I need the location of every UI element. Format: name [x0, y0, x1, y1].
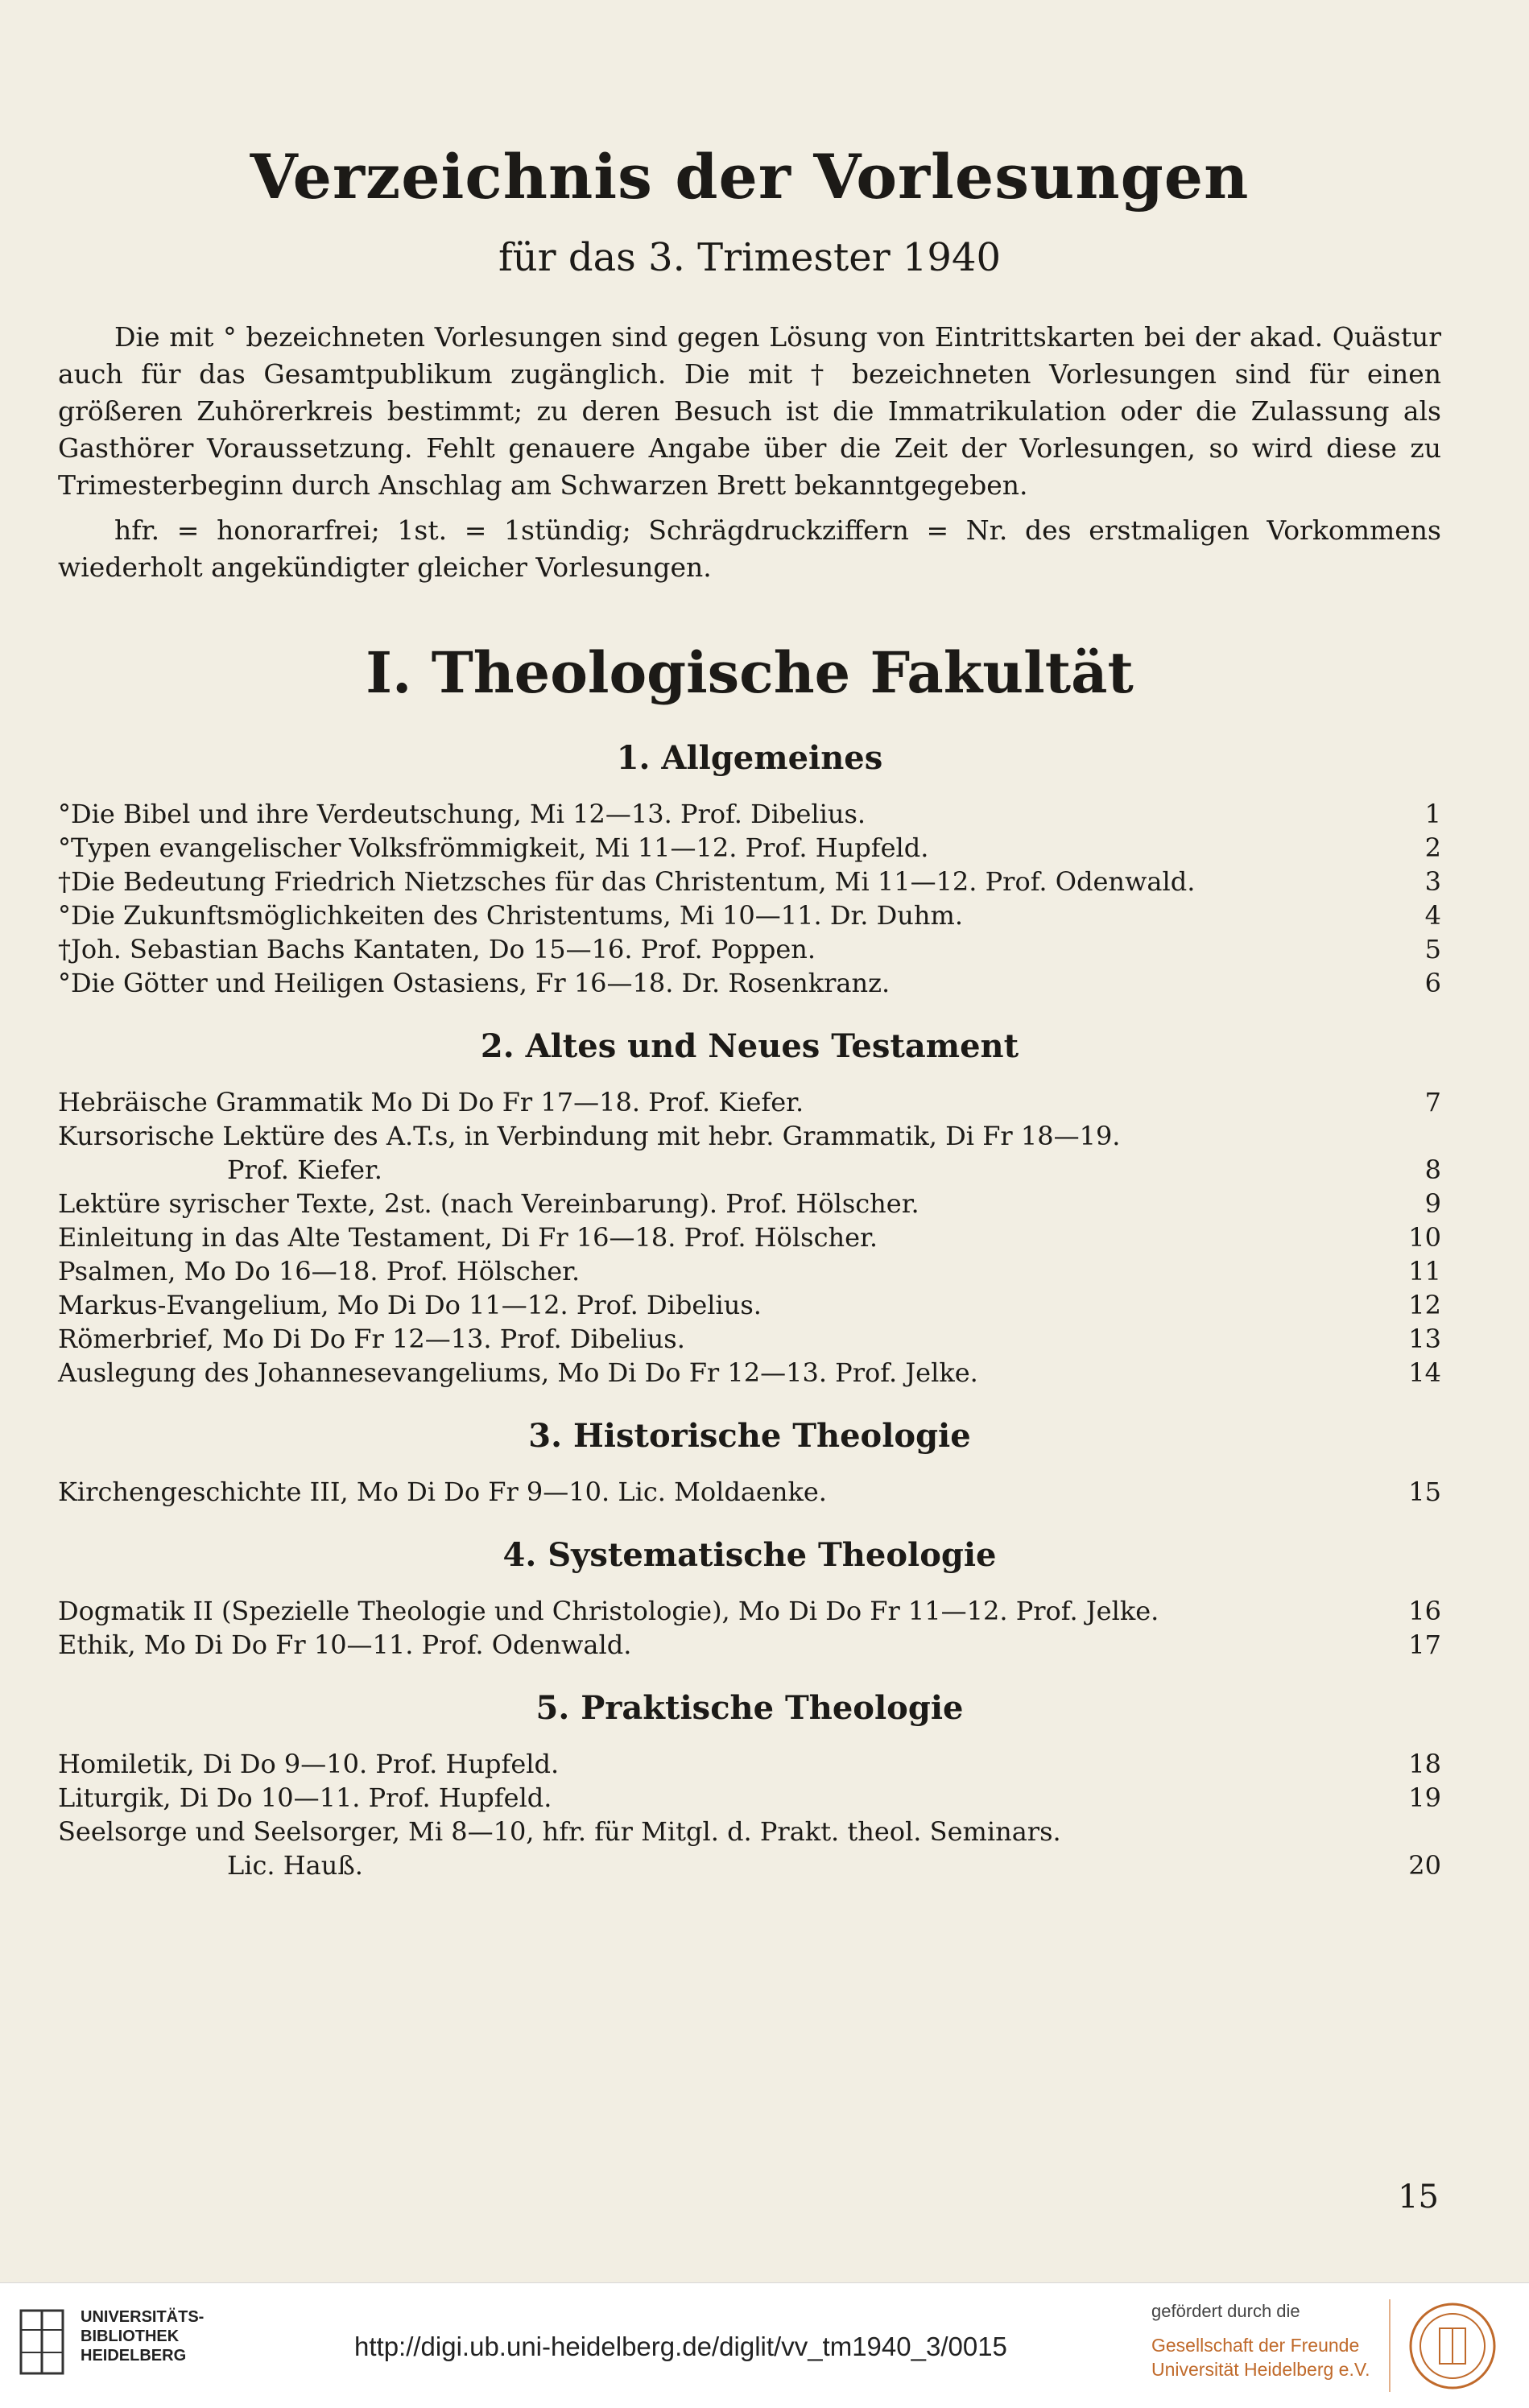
lecture-number: 9: [1424, 1188, 1441, 1219]
university-seal-icon: [1407, 2301, 1498, 2391]
lecture-text: Seelsorge und Seelsorger, Mi 8—10, hfr. für Mitgl. d. Prakt. theol. Seminars.: [58, 1816, 1061, 1847]
document-title: Verzeichnis der Vorlesungen: [250, 141, 1250, 213]
document-subtitle: für das 3. Trimester 1940: [498, 235, 1002, 280]
lecture-entry: [58, 1187, 1441, 1221]
lecture-entry: [58, 1628, 1441, 1662]
lecture-entry: [58, 865, 1441, 898]
lecture-text: °Die Bibel und ihre Verdeutschung, Mi 12—13. Prof. Dibelius.: [58, 799, 866, 829]
lecture-text-continuation: Prof. Kiefer.: [227, 1154, 382, 1185]
lecture-text: Römerbrief, Mo Di Do Fr 12—13. Prof. Dibelius.: [58, 1324, 685, 1354]
lecture-entry: [58, 898, 1441, 932]
library-name: [81, 2307, 204, 2365]
lecture-number: 15: [1408, 1477, 1441, 1507]
lecture-entry: [58, 1221, 1441, 1254]
lecture-text: Markus-Evangelium, Mo Di Do 11—12. Prof. Dibelius.: [58, 1290, 762, 1320]
lecture-number: 10: [1408, 1222, 1441, 1253]
library-line: BIBLIOTHEK: [81, 2327, 180, 2345]
lecture-number: 3: [1424, 866, 1441, 897]
lecture-number: 6: [1424, 968, 1441, 998]
lecture-number: 2: [1424, 832, 1441, 863]
faculty-heading: I. Theologische Fakultät: [366, 639, 1134, 706]
funded-by-label: gefördert durch die: [1151, 2301, 1300, 2321]
library-book-icon: [18, 2306, 66, 2378]
lecture-entry: [58, 1254, 1441, 1288]
society-line: Universität Heidelberg e.V.: [1151, 2359, 1370, 2380]
lecture-text: Ethik, Mo Di Do Fr 10—11. Prof. Odenwald.: [58, 1629, 632, 1660]
lecture-number: 16: [1408, 1596, 1441, 1626]
lecture-entry: [58, 1322, 1441, 1356]
lecture-number: 5: [1424, 934, 1441, 964]
lecture-entry: [58, 1815, 1441, 1882]
page-number: 15: [1398, 2179, 1439, 2216]
society-name: [1151, 2333, 1370, 2381]
lecture-text: Psalmen, Mo Do 16—18. Prof. Hölscher.: [58, 1256, 581, 1287]
lecture-number: 1: [1424, 799, 1441, 829]
lecture-entry: [58, 932, 1441, 966]
footer-divider: [1389, 2299, 1391, 2392]
lecture-number: 14: [1408, 1357, 1441, 1388]
lecture-number: 19: [1408, 1782, 1441, 1813]
library-line: HEIDELBERG: [81, 2347, 187, 2365]
lecture-number: 20: [1408, 1850, 1441, 1881]
lecture-text: †Joh. Sebastian Bachs Kantaten, Do 15—16. Prof. Poppen.: [58, 934, 816, 964]
lecture-entry: [58, 831, 1441, 865]
lecture-number: 11: [1408, 1256, 1441, 1287]
lecture-text: †Die Bedeutung Friedrich Nietzsches für das Christentum, Mi 11—12. Prof. Odenwald.: [58, 866, 1196, 897]
intro-text: [58, 319, 1441, 586]
lecture-entry: [58, 1356, 1441, 1390]
lecture-text: Liturgik, Di Do 10—11. Prof. Hupfeld.: [58, 1782, 552, 1813]
lecture-text: Kirchengeschichte III, Mo Di Do Fr 9—10. Lic. Moldaenke.: [58, 1477, 827, 1507]
lecture-entry: [58, 797, 1441, 831]
lecture-text: Einleitung in das Alte Testament, Di Fr 16—18. Prof. Hölscher.: [58, 1222, 878, 1253]
lecture-text-continuation: Lic. Hauß.: [227, 1850, 363, 1881]
section-heading: 2. Altes und Neues Testament: [480, 1027, 1019, 1065]
intro-paragraph: Die mit ° bezeichneten Vorlesungen sind gegen Lösung von Eintrittskarten bei der akad. Quästur auch für das Gesamtpublikum zugänglich. Die mit † bezeichneten Vorlesungen sind für einen größeren Zuhörerkreis bestimmt; zu deren Besuch ist die Immatrikulation oder die Zulassung als Gasthörer Voraussetzung. Fehlt genauere Angabe über die Zeit der Vorlesungen, so wird diese zu Trimesterbeginn durch Anschlag am Schwarzen Brett bekanntgegeben.: [58, 321, 1441, 501]
lecture-entry: [58, 966, 1441, 1000]
page-content: [58, 121, 1441, 1882]
lecture-text: °Die Götter und Heiligen Ostasiens, Fr 16—18. Dr. Rosenkranz.: [58, 968, 891, 998]
lecture-entry: [58, 1085, 1441, 1119]
intro-legend: hfr. = honorarfrei; 1st. = 1stündig; Schrägdruckziffern = Nr. des erstmaligen Vorkommens wiederholt angekündigter gleicher Vorlesungen.: [58, 514, 1441, 583]
lecture-entry: [58, 1475, 1441, 1509]
library-line: UNIVERSITÄTS-: [81, 2308, 205, 2326]
lecture-text: Homiletik, Di Do 9—10. Prof. Hupfeld.: [58, 1749, 560, 1779]
lecture-entry: [58, 1781, 1441, 1815]
lecture-text: Auslegung des Johannesevangeliums, Mo Di Do Fr 12—13. Prof. Jelke.: [58, 1357, 978, 1388]
footer-bar: [0, 2282, 1529, 2408]
lecture-number: 7: [1424, 1087, 1441, 1117]
lecture-text: Lektüre syrischer Texte, 2st. (nach Vereinbarung). Prof. Hölscher.: [58, 1188, 919, 1219]
society-line: Gesellschaft der Freunde: [1151, 2335, 1360, 2356]
section-heading: 3. Historische Theologie: [528, 1417, 971, 1455]
lecture-entry: [58, 1119, 1441, 1187]
permalink-url[interactable]: http://digi.ub.uni-heidelberg.de/diglit/vv_tm1940_3/0015: [354, 2332, 1007, 2361]
lecture-number: 13: [1408, 1324, 1441, 1354]
lecture-text: Hebräische Grammatik Mo Di Do Fr 17—18. Prof. Kiefer.: [58, 1087, 804, 1117]
lecture-number: 18: [1408, 1749, 1441, 1779]
section-heading: 5. Praktische Theologie: [535, 1689, 964, 1727]
lecture-number: 4: [1424, 900, 1441, 931]
lecture-text: °Die Zukunftsmöglichkeiten des Christentums, Mi 10—11. Dr. Duhm.: [58, 900, 963, 931]
lecture-text: Dogmatik II (Spezielle Theologie und Christologie), Mo Di Do Fr 11—12. Prof. Jelke.: [58, 1596, 1159, 1626]
sections-container: [58, 736, 1441, 1882]
section-heading: 4. Systematische Theologie: [502, 1536, 997, 1574]
lecture-text: °Typen evangelischer Volksfrömmigkeit, Mi 11—12. Prof. Hupfeld.: [58, 832, 929, 863]
lecture-text: Kursorische Lektüre des A.T.s, in Verbindung mit hebr. Grammatik, Di Fr 18—19.: [58, 1121, 1121, 1151]
lecture-number: 8: [1424, 1154, 1441, 1185]
lecture-entry: [58, 1288, 1441, 1322]
lecture-number: 12: [1408, 1290, 1441, 1320]
lecture-entry: [58, 1594, 1441, 1628]
section-heading: 1. Allgemeines: [616, 739, 883, 777]
lecture-number: 17: [1408, 1629, 1441, 1660]
lecture-entry: [58, 1747, 1441, 1781]
